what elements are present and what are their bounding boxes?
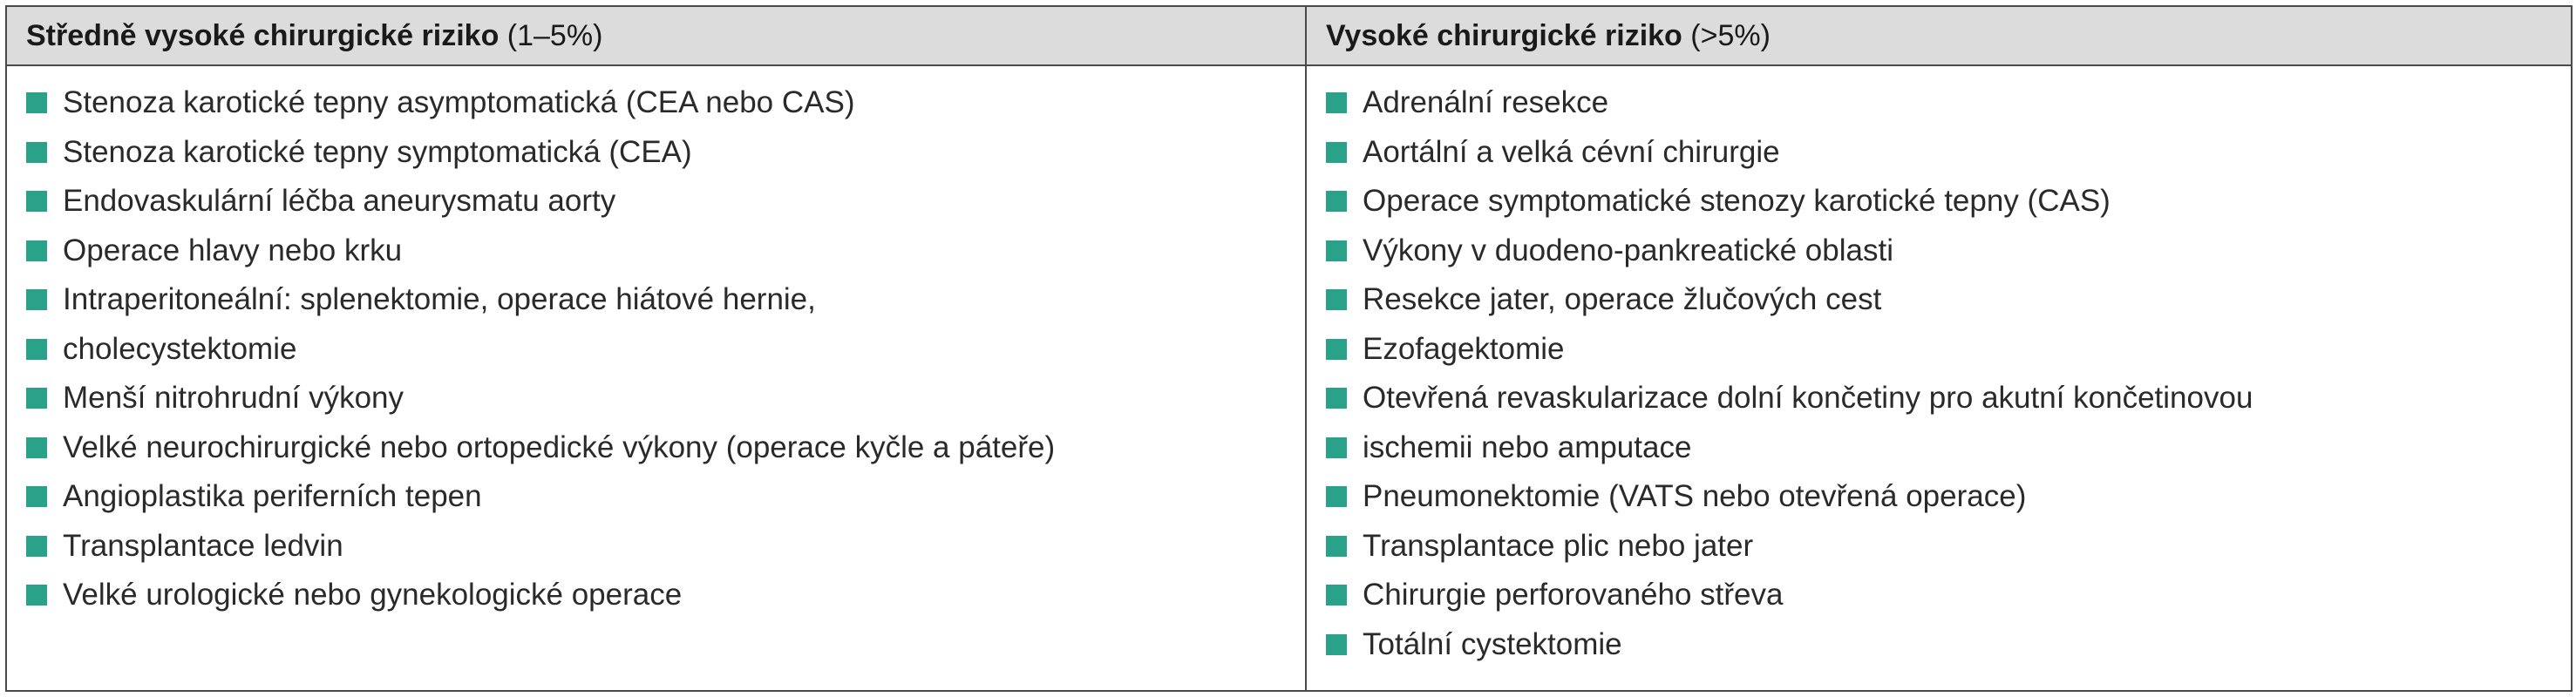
square-bullet-icon bbox=[1326, 486, 1347, 507]
high-risk-cell bbox=[1306, 65, 2572, 691]
header-intermediate-risk bbox=[6, 6, 1306, 65]
square-bullet-icon bbox=[1326, 339, 1347, 360]
square-bullet-icon bbox=[1326, 585, 1347, 606]
square-bullet-icon bbox=[26, 388, 47, 409]
list-item bbox=[26, 522, 1305, 572]
square-bullet-icon bbox=[26, 191, 47, 212]
list-item-text: Chirurgie perforovaného střeva bbox=[1363, 578, 1784, 612]
list-item-text: ischemii nebo amputace bbox=[1363, 430, 1692, 464]
surgical-risk-table bbox=[5, 5, 2573, 692]
list-item bbox=[26, 472, 1305, 522]
square-bullet-icon bbox=[1326, 142, 1347, 163]
list-item bbox=[1326, 78, 2571, 128]
list-item-text: Stenoza karotické tepny asymptomatická (CEA nebo CAS) bbox=[63, 85, 855, 120]
list-item-text: cholecystektomie bbox=[63, 331, 297, 366]
list-item bbox=[26, 275, 1305, 325]
list-item-text: Operace symptomatické stenozy karotické tepny (CAS) bbox=[1363, 184, 2110, 219]
square-bullet-icon bbox=[26, 142, 47, 163]
list-item bbox=[1326, 177, 2571, 227]
square-bullet-icon bbox=[26, 486, 47, 507]
square-bullet-icon bbox=[1326, 240, 1347, 261]
header-high-risk-range: (>5%) bbox=[1682, 18, 1771, 52]
table-header-row bbox=[6, 6, 2572, 65]
list-item-text: Otevřená revaskularizace dolní končetiny pro akutní končetinovou bbox=[1363, 381, 2253, 416]
square-bullet-icon bbox=[1326, 634, 1347, 655]
list-item-text: Adrenální resekce bbox=[1363, 85, 1609, 120]
list-item bbox=[1326, 423, 2571, 473]
square-bullet-icon bbox=[26, 437, 47, 458]
list-item bbox=[26, 128, 1305, 178]
list-item bbox=[1326, 128, 2571, 178]
list-item-text: Transplantace plic nebo jater bbox=[1363, 528, 1754, 563]
list-item bbox=[1326, 522, 2571, 572]
square-bullet-icon bbox=[26, 289, 47, 310]
list-item bbox=[26, 571, 1305, 620]
header-high-risk bbox=[1306, 6, 2572, 65]
square-bullet-icon bbox=[1326, 437, 1347, 458]
list-item-text: Pneumonektomie (VATS nebo otevřená operace) bbox=[1363, 479, 2027, 514]
square-bullet-icon bbox=[26, 536, 47, 557]
list-item-text: Ezofagektomie bbox=[1363, 331, 1565, 366]
list-item bbox=[1326, 275, 2571, 325]
list-item bbox=[1326, 325, 2571, 375]
list-item-text: Operace hlavy nebo krku bbox=[63, 233, 403, 267]
square-bullet-icon bbox=[26, 585, 47, 606]
list-item-text: Velké urologické nebo gynekologické operace bbox=[63, 578, 683, 612]
list-item-text: Resekce jater, operace žlučových cest bbox=[1363, 282, 1882, 317]
intermediate-risk-cell bbox=[6, 65, 1306, 691]
intermediate-risk-list bbox=[26, 78, 1305, 620]
square-bullet-icon bbox=[1326, 191, 1347, 212]
square-bullet-icon bbox=[1326, 388, 1347, 409]
list-item bbox=[26, 325, 1305, 375]
list-item bbox=[1326, 571, 2571, 620]
list-item bbox=[26, 374, 1305, 423]
list-item bbox=[26, 78, 1305, 128]
list-item bbox=[1326, 374, 2571, 423]
list-item bbox=[26, 177, 1305, 227]
square-bullet-icon bbox=[26, 240, 47, 261]
list-item-text: Menší nitrohrudní výkony bbox=[63, 381, 404, 416]
list-item bbox=[1326, 472, 2571, 522]
risk-table-container bbox=[5, 5, 2571, 692]
list-item-text: Stenoza karotické tepny symptomatická (CEA) bbox=[63, 134, 692, 169]
table-body-row bbox=[6, 65, 2572, 691]
list-item-text: Velké neurochirurgické nebo ortopedické výkony (operace kyčle a páteře) bbox=[63, 430, 1056, 464]
header-high-risk-title: Vysoké chirurgické riziko bbox=[1326, 18, 1682, 52]
header-intermediate-risk-title: Středně vysoké chirurgické riziko bbox=[26, 18, 500, 52]
list-item-text: Aortální a velká cévní chirurgie bbox=[1363, 134, 1780, 169]
list-item-text: Endovaskulární léčba aneurysmatu aorty bbox=[63, 184, 616, 219]
list-item bbox=[1326, 620, 2571, 670]
list-item-text: Totální cystektomie bbox=[1363, 626, 1622, 661]
list-item-text: Transplantace ledvin bbox=[63, 528, 343, 563]
high-risk-list bbox=[1326, 78, 2571, 669]
square-bullet-icon bbox=[26, 92, 47, 113]
square-bullet-icon bbox=[1326, 536, 1347, 557]
list-item bbox=[26, 423, 1305, 473]
list-item-text: Intraperitoneální: splenektomie, operace hiátové hernie, bbox=[63, 282, 816, 317]
list-item-text: Výkony v duodeno-pankreatické oblasti bbox=[1363, 233, 1893, 267]
list-item-text: Angioplastika periferních tepen bbox=[63, 479, 482, 514]
square-bullet-icon bbox=[26, 339, 47, 360]
list-item bbox=[26, 227, 1305, 276]
list-item bbox=[1326, 227, 2571, 276]
header-intermediate-risk-range: (1–5%) bbox=[499, 18, 603, 52]
square-bullet-icon bbox=[1326, 92, 1347, 113]
square-bullet-icon bbox=[1326, 289, 1347, 310]
